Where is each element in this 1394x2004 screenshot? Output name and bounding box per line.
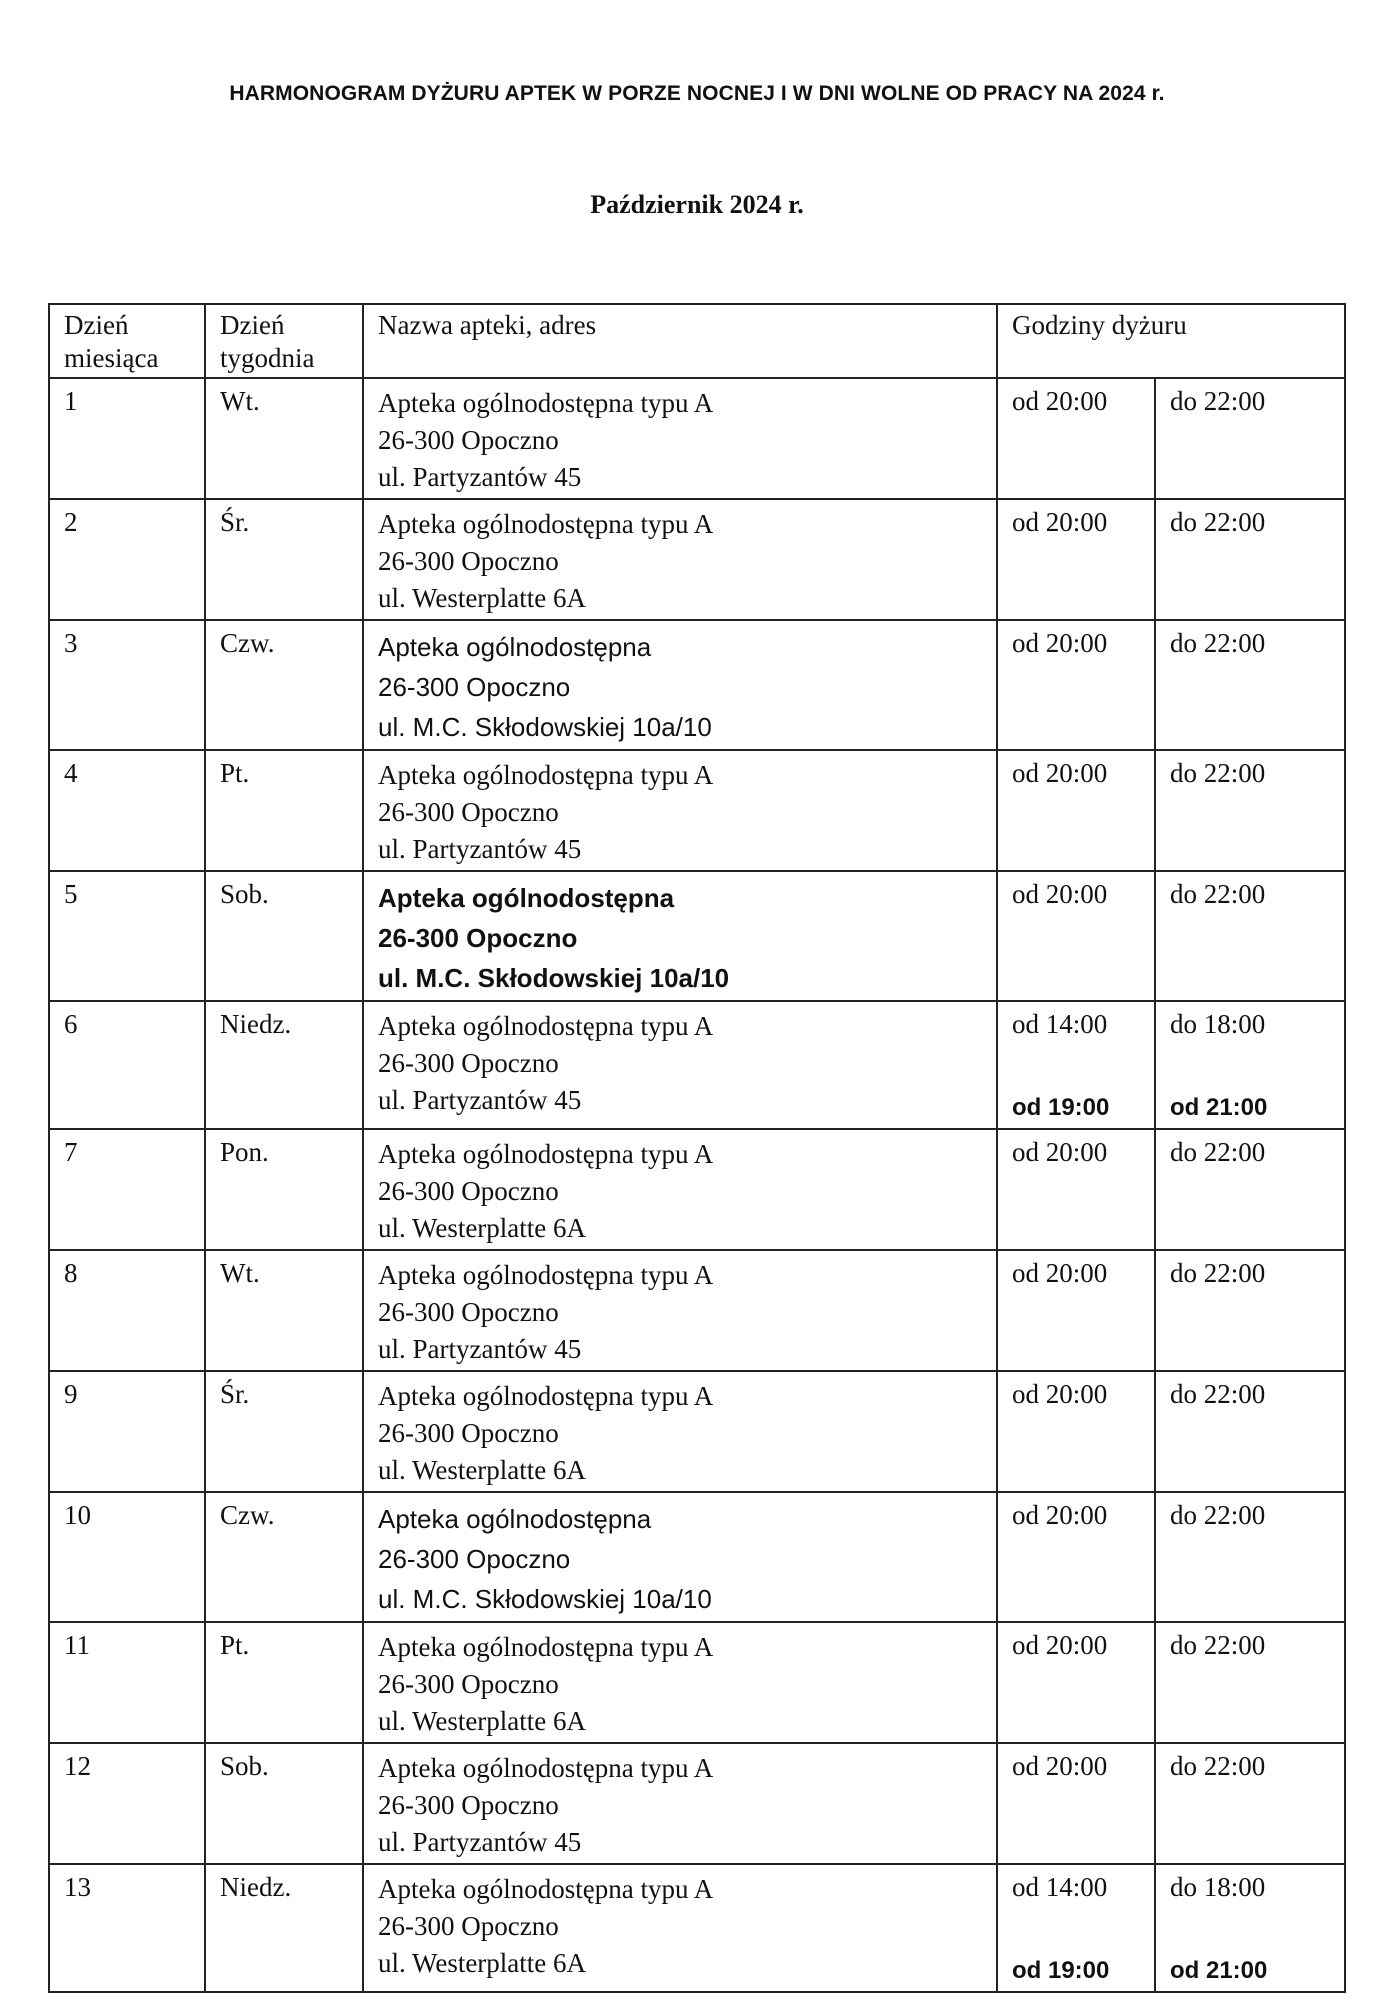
pharmacy-name: Apteka ogólnodostępna typu A xyxy=(378,760,714,790)
hours-to-cell xyxy=(1155,871,1345,1001)
pharmacy-street: ul. M.C. Skłodowskiej 10a/10 xyxy=(378,1584,712,1614)
hours-from-cell xyxy=(997,1622,1155,1743)
day-of-month-cell: 6 xyxy=(49,1001,205,1129)
hours-from: od 20:00 xyxy=(1012,1258,1108,1288)
pharmacy-address-cell xyxy=(363,1371,997,1492)
pharmacy-name: Apteka ogólnodostępna typu A xyxy=(378,1260,714,1290)
day-of-week-cell: Pon. xyxy=(205,1129,363,1250)
table-row xyxy=(49,750,1345,871)
table-row xyxy=(49,1129,1345,1250)
pharmacy-name: Apteka ogólnodostępna typu A xyxy=(378,388,714,418)
table-row xyxy=(49,1001,1345,1129)
hours-to: do 22:00 xyxy=(1170,758,1266,788)
hours-from-cell xyxy=(997,871,1155,1001)
pharmacy-street: ul. Partyzantów 45 xyxy=(378,834,582,864)
pharmacy-name: Apteka ogólnodostępna typu A xyxy=(378,1874,714,1904)
pharmacy-street: ul. Westerplatte 6A xyxy=(378,583,587,613)
table-row xyxy=(49,1864,1345,1992)
pharmacy-city: 26-300 Opoczno xyxy=(378,1048,559,1078)
day-of-month-cell: 5 xyxy=(49,871,205,1001)
hours-to-cell xyxy=(1155,1371,1345,1492)
pharmacy-name: Apteka ogólnodostępna typu A xyxy=(378,509,714,539)
pharmacy-name: Apteka ogólnodostępna typu A xyxy=(378,1381,714,1411)
day-of-week-cell: Wt. xyxy=(205,378,363,499)
table-row xyxy=(49,1371,1345,1492)
hours-to-cell xyxy=(1155,1492,1345,1622)
pharmacy-address-cell xyxy=(363,499,997,620)
day-of-month-cell: 12 xyxy=(49,1743,205,1864)
pharmacy-name: Apteka ogólnodostępna xyxy=(378,883,675,913)
table-row xyxy=(49,1250,1345,1371)
pharmacy-city: 26-300 Opoczno xyxy=(378,1544,571,1574)
table-body xyxy=(49,378,1345,1992)
pharmacy-address-cell xyxy=(363,620,997,750)
pharmacy-street: ul. Westerplatte 6A xyxy=(378,1948,587,1978)
table-header-row xyxy=(49,304,1345,378)
day-of-month-cell: 1 xyxy=(49,378,205,499)
document-title: HARMONOGRAM DYŻURU APTEK W PORZE NOCNEJ I W DNI WOLNE OD PRACY NA 2024 r. xyxy=(229,82,1165,105)
pharmacy-address-cell xyxy=(363,1743,997,1864)
hours-from-cell xyxy=(997,1864,1155,1992)
hours-from-cell xyxy=(997,499,1155,620)
hours-from-cell xyxy=(997,620,1155,750)
header-hours: Godziny dyżuru xyxy=(997,304,1345,378)
hours-from: od 14:00 xyxy=(1012,1872,1108,1902)
duty-schedule-table xyxy=(48,303,1346,1993)
pharmacy-address-cell xyxy=(363,1129,997,1250)
hours-to: do 22:00 xyxy=(1170,1751,1266,1781)
pharmacy-address-cell xyxy=(363,378,997,499)
day-of-week-cell: Pt. xyxy=(205,750,363,871)
hours-to: do 22:00 xyxy=(1170,1258,1266,1288)
pharmacy-name: Apteka ogólnodostępna typu A xyxy=(378,1011,714,1041)
hours-to-second: od 21:00 xyxy=(1170,1957,1268,1984)
header-pharmacy: Nazwa apteki, adres xyxy=(363,304,997,378)
pharmacy-street: ul. M.C. Skłodowskiej 10a/10 xyxy=(378,963,730,993)
header-day-of-week: Dzień tygodnia xyxy=(205,304,363,378)
pharmacy-address-cell xyxy=(363,1250,997,1371)
table-row xyxy=(49,1622,1345,1743)
hours-to: do 18:00 xyxy=(1170,1009,1266,1039)
table-row xyxy=(49,1743,1345,1864)
hours-to-cell xyxy=(1155,1129,1345,1250)
hours-to-cell xyxy=(1155,1001,1345,1129)
pharmacy-city: 26-300 Opoczno xyxy=(378,923,578,953)
table-row xyxy=(49,871,1345,1001)
pharmacy-name: Apteka ogólnodostępna typu A xyxy=(378,1632,714,1662)
pharmacy-address-cell xyxy=(363,871,997,1001)
day-of-month-cell: 10 xyxy=(49,1492,205,1622)
pharmacy-city: 26-300 Opoczno xyxy=(378,1669,559,1699)
pharmacy-name: Apteka ogólnodostępna typu A xyxy=(378,1139,714,1169)
pharmacy-city: 26-300 Opoczno xyxy=(378,1790,559,1820)
day-of-week-cell: Śr. xyxy=(205,1371,363,1492)
hours-to-cell xyxy=(1155,620,1345,750)
pharmacy-address-cell xyxy=(363,1001,997,1129)
hours-to: do 22:00 xyxy=(1170,1379,1266,1409)
day-of-month-cell: 9 xyxy=(49,1371,205,1492)
hours-to-cell xyxy=(1155,1250,1345,1371)
pharmacy-city: 26-300 Opoczno xyxy=(378,672,571,702)
hours-from-cell xyxy=(997,1492,1155,1622)
pharmacy-street: ul. Westerplatte 6A xyxy=(378,1455,587,1485)
day-of-month-cell: 2 xyxy=(49,499,205,620)
hours-from: od 20:00 xyxy=(1012,1500,1108,1530)
hours-to: do 22:00 xyxy=(1170,879,1266,909)
day-of-week-cell: Niedz. xyxy=(205,1864,363,1992)
hours-to-second: od 21:00 xyxy=(1170,1094,1268,1121)
hours-from-cell xyxy=(997,1129,1155,1250)
day-of-week-cell: Śr. xyxy=(205,499,363,620)
day-of-week-cell: Czw. xyxy=(205,620,363,750)
hours-from: od 20:00 xyxy=(1012,1137,1108,1167)
pharmacy-name: Apteka ogólnodostępna typu A xyxy=(378,1753,714,1783)
pharmacy-city: 26-300 Opoczno xyxy=(378,797,559,827)
hours-to-cell xyxy=(1155,1743,1345,1864)
day-of-week-cell: Sob. xyxy=(205,871,363,1001)
pharmacy-address-cell xyxy=(363,750,997,871)
pharmacy-name: Apteka ogólnodostępna xyxy=(378,1504,652,1534)
hours-from-cell xyxy=(997,750,1155,871)
day-of-week-cell: Czw. xyxy=(205,1492,363,1622)
hours-to-cell xyxy=(1155,750,1345,871)
pharmacy-name: Apteka ogólnodostępna xyxy=(378,632,652,662)
table-row xyxy=(49,378,1345,499)
day-of-week-cell: Pt. xyxy=(205,1622,363,1743)
hours-from-cell xyxy=(997,1250,1155,1371)
pharmacy-street: ul. Partyzantów 45 xyxy=(378,1085,582,1115)
hours-from: od 20:00 xyxy=(1012,1379,1108,1409)
pharmacy-street: ul. Partyzantów 45 xyxy=(378,1827,582,1857)
hours-to: do 22:00 xyxy=(1170,628,1266,658)
hours-to: do 22:00 xyxy=(1170,1137,1266,1167)
hours-from: od 20:00 xyxy=(1012,628,1108,658)
day-of-month-cell: 7 xyxy=(49,1129,205,1250)
day-of-week-cell: Wt. xyxy=(205,1250,363,1371)
day-of-week-cell: Sob. xyxy=(205,1743,363,1864)
hours-to-cell xyxy=(1155,1864,1345,1992)
hours-from: od 20:00 xyxy=(1012,879,1108,909)
table-row xyxy=(49,620,1345,750)
day-of-month-cell: 4 xyxy=(49,750,205,871)
table-row xyxy=(49,1492,1345,1622)
pharmacy-address-cell xyxy=(363,1622,997,1743)
hours-to: do 22:00 xyxy=(1170,386,1266,416)
day-of-month-cell: 11 xyxy=(49,1622,205,1743)
day-of-month-cell: 13 xyxy=(49,1864,205,1992)
day-of-week-cell: Niedz. xyxy=(205,1001,363,1129)
hours-from: od 20:00 xyxy=(1012,1630,1108,1660)
day-of-month-cell: 8 xyxy=(49,1250,205,1371)
pharmacy-street: ul. Partyzantów 45 xyxy=(378,462,582,492)
pharmacy-street: ul. Partyzantów 45 xyxy=(378,1334,582,1364)
hours-to: do 22:00 xyxy=(1170,1630,1266,1660)
hours-from-cell xyxy=(997,1001,1155,1129)
hours-from: od 20:00 xyxy=(1012,386,1108,416)
pharmacy-city: 26-300 Opoczno xyxy=(378,546,559,576)
hours-from-second: od 19:00 xyxy=(1012,1094,1110,1121)
hours-from: od 20:00 xyxy=(1012,758,1108,788)
pharmacy-city: 26-300 Opoczno xyxy=(378,425,559,455)
pharmacy-city: 26-300 Opoczno xyxy=(378,1911,559,1941)
hours-to-cell xyxy=(1155,1622,1345,1743)
hours-to: do 22:00 xyxy=(1170,507,1266,537)
pharmacy-address-cell xyxy=(363,1864,997,1992)
hours-from-cell xyxy=(997,1743,1155,1864)
hours-to-cell xyxy=(1155,378,1345,499)
pharmacy-city: 26-300 Opoczno xyxy=(378,1176,559,1206)
document-subtitle: Październik 2024 r. xyxy=(590,190,804,219)
pharmacy-street: ul. Westerplatte 6A xyxy=(378,1213,587,1243)
table-row xyxy=(49,499,1345,620)
hours-to: do 18:00 xyxy=(1170,1872,1266,1902)
hours-from-cell xyxy=(997,378,1155,499)
hours-from-cell xyxy=(997,1371,1155,1492)
pharmacy-street: ul. Westerplatte 6A xyxy=(378,1706,587,1736)
hours-from: od 20:00 xyxy=(1012,1751,1108,1781)
pharmacy-city: 26-300 Opoczno xyxy=(378,1297,559,1327)
hours-from-second: od 19:00 xyxy=(1012,1957,1110,1984)
pharmacy-street: ul. M.C. Skłodowskiej 10a/10 xyxy=(378,712,712,742)
hours-to: do 22:00 xyxy=(1170,1500,1266,1530)
hours-to-cell xyxy=(1155,499,1345,620)
header-day-of-month: Dzień miesiąca xyxy=(49,304,205,378)
pharmacy-city: 26-300 Opoczno xyxy=(378,1418,559,1448)
day-of-month-cell: 3 xyxy=(49,620,205,750)
hours-from: od 14:00 xyxy=(1012,1009,1108,1039)
pharmacy-address-cell xyxy=(363,1492,997,1622)
hours-from: od 20:00 xyxy=(1012,507,1108,537)
